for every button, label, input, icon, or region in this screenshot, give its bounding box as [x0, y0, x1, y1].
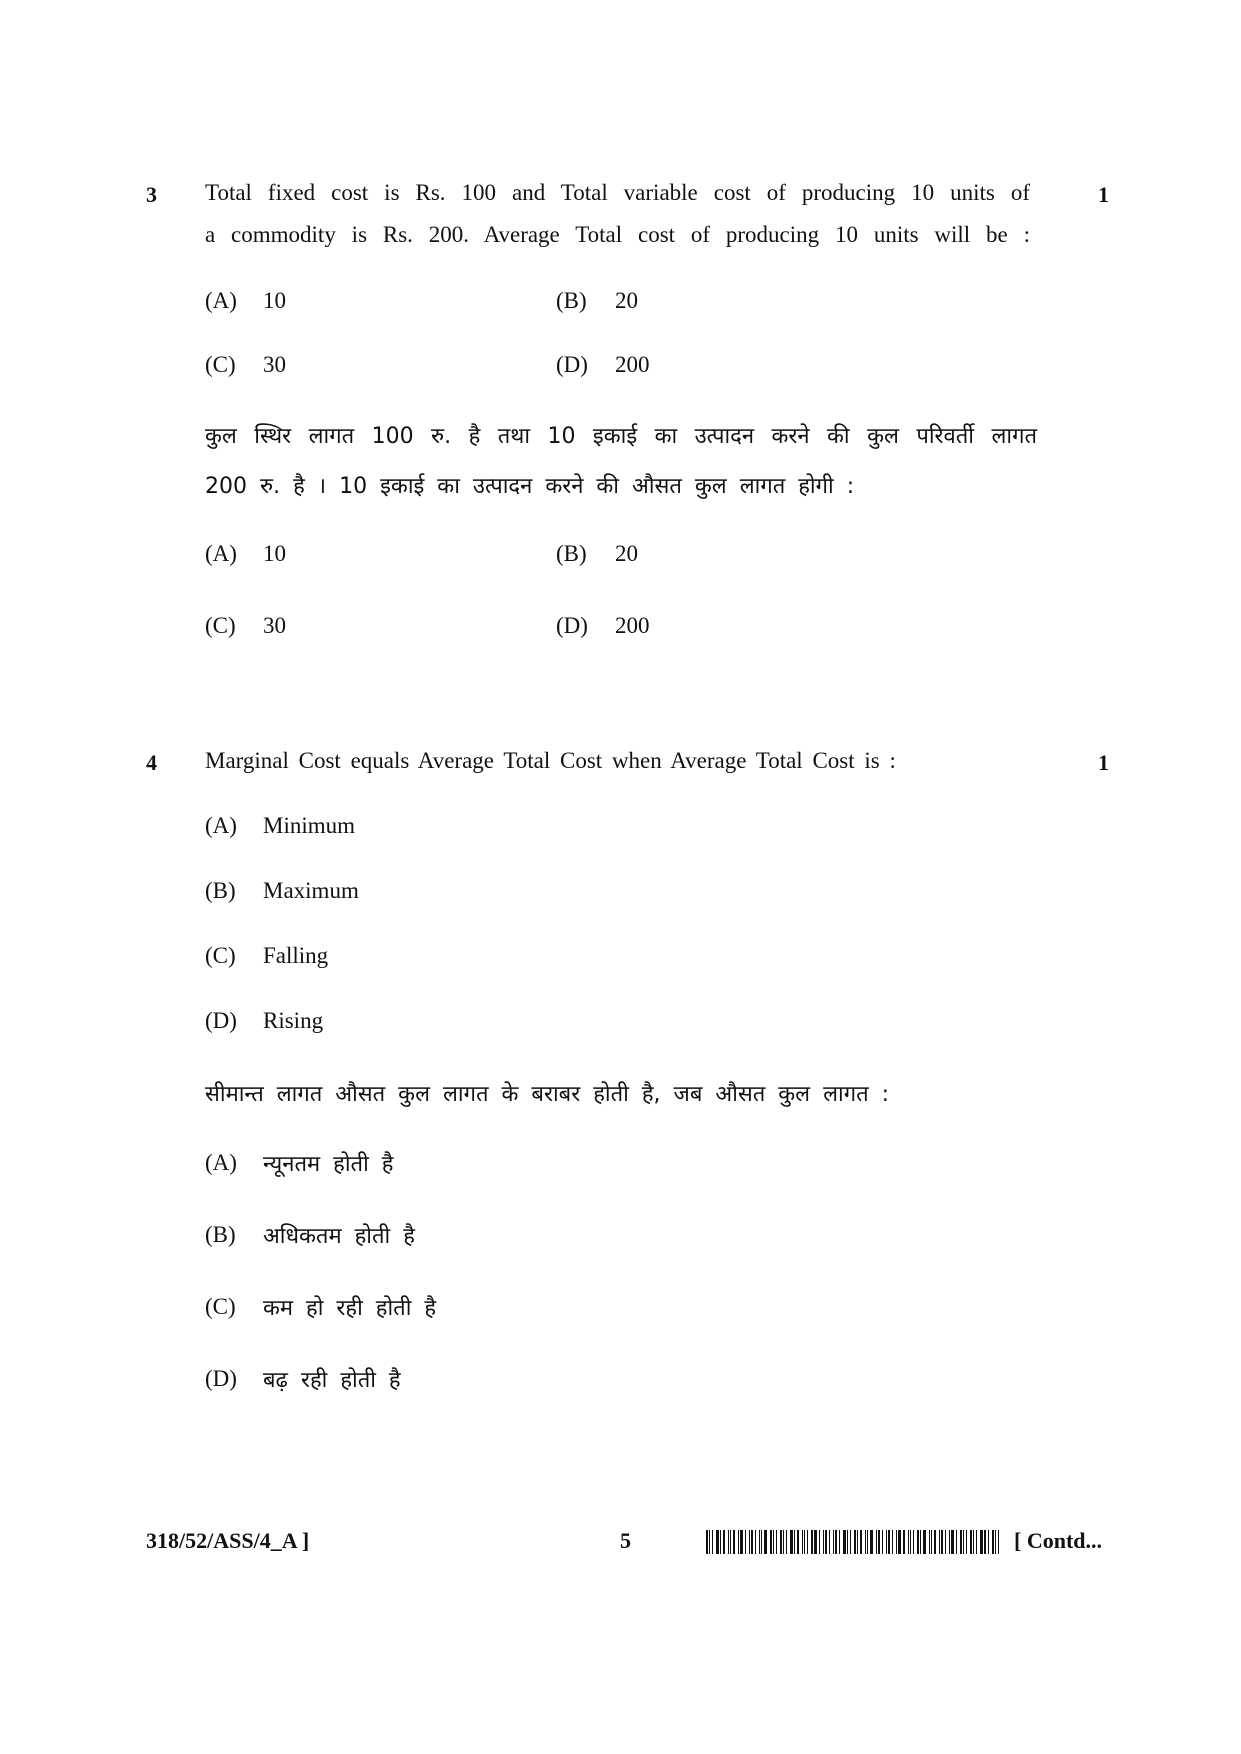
barcode-bar: [913, 1530, 914, 1554]
barcode-bar: [716, 1530, 719, 1554]
barcode-bar: [712, 1530, 713, 1554]
barcode-bar: [910, 1530, 911, 1554]
barcode-bar: [963, 1530, 964, 1554]
barcode-bar: [740, 1530, 743, 1554]
q4-en-option-c-value: Falling: [263, 943, 329, 968]
barcode-bar: [850, 1530, 851, 1554]
barcode-bar: [829, 1530, 830, 1554]
q4-hi-option-c-label: (C): [205, 1294, 236, 1319]
barcode-bar: [867, 1530, 868, 1554]
barcode-bar: [941, 1530, 943, 1554]
barcode-bar: [755, 1530, 756, 1554]
barcode-bar: [843, 1530, 846, 1554]
q3-hi-option-c-value: 30: [263, 613, 286, 638]
question-3-marks: 1: [1098, 182, 1109, 207]
barcode-bar: [960, 1530, 962, 1554]
barcode-bar: [988, 1530, 989, 1554]
barcode-bar: [973, 1530, 974, 1554]
question-4-text-en: Marginal Cost equals Average Total Cost when Average Total Cost is :: [205, 748, 896, 773]
q3-hi-option-d-value: 200: [615, 613, 650, 638]
q3-en-option-c-value: 30: [263, 352, 286, 377]
footer-continued: [ Contd...: [1014, 1528, 1103, 1553]
q4-en-option-b-value: Maximum: [263, 878, 359, 903]
barcode-bar: [802, 1530, 803, 1554]
question-3-text-en-line1: Total fixed cost is Rs. 100 and Total variable cost of producing 10 units of: [205, 180, 1030, 205]
question-3-text-hi-line1: कुल स्थिर लागत 100 रु. है तथा 10 इकाई का उत्पादन करने की कुल परिवर्ती लागत: [205, 424, 1037, 449]
q3-hi-option-a-value: 10: [263, 541, 286, 566]
barcode-bar: [825, 1530, 827, 1554]
question-3-text-hi-line2: 200 रु. है । 10 इकाई का उत्पादन करने की औसत कुल लागत होगी :: [205, 474, 855, 499]
q3-en-option-d-value: 200: [615, 352, 650, 377]
q3-en-option-a-value: 10: [263, 288, 286, 313]
q3-en-option-b-value: 20: [615, 288, 638, 313]
barcode-bar: [706, 1530, 708, 1554]
barcode-bar: [723, 1530, 725, 1554]
barcode-bar: [786, 1530, 787, 1554]
barcode-bar: [761, 1530, 762, 1554]
barcode-bar: [931, 1530, 932, 1554]
q4-en-option-a-value: Minimum: [263, 813, 356, 838]
barcode-bar: [920, 1530, 921, 1554]
q3-en-option-c-label: (C): [205, 352, 236, 377]
barcode-image: [706, 1528, 1009, 1554]
barcode-bar: [896, 1530, 897, 1554]
barcode-bar: [860, 1530, 862, 1554]
barcode-bar: [823, 1530, 824, 1554]
barcode-bar: [939, 1530, 940, 1554]
barcode-bar: [892, 1530, 893, 1554]
barcode-bar: [814, 1530, 817, 1554]
barcode-bar: [819, 1530, 820, 1554]
q3-hi-option-b-value: 20: [615, 541, 638, 566]
barcode-bar: [951, 1530, 954, 1554]
barcode-bar: [934, 1530, 936, 1554]
barcode-bar: [857, 1530, 858, 1554]
barcode-bar: [847, 1530, 848, 1554]
question-3-text-en-line2: a commodity is Rs. 200. Average Total cost of producing 10 units will be :: [205, 222, 1030, 247]
q4-hi-option-a-value: न्यूनतम होती है: [263, 1152, 394, 1177]
barcode-bar: [949, 1530, 950, 1554]
question-4-text-hi: सीमान्त लागत औसत कुल लागत के बराबर होती है, जब औसत कुल लागत :: [205, 1082, 890, 1107]
barcode-bar: [776, 1530, 777, 1554]
q3-hi-option-d-label: (D): [556, 613, 588, 638]
barcode-bar: [751, 1530, 753, 1554]
barcode-bar: [876, 1530, 877, 1554]
barcode-bar: [992, 1530, 994, 1554]
q3-en-option-d-label: (D): [556, 352, 588, 377]
barcode-bar: [980, 1530, 983, 1554]
barcode-bar: [956, 1530, 957, 1554]
q4-hi-option-d-label: (D): [205, 1366, 237, 1391]
question-3-number: 3: [146, 182, 157, 207]
q4-hi-option-a-label: (A): [205, 1150, 237, 1175]
barcode-bar: [807, 1530, 808, 1554]
q3-hi-option-a-label: (A): [205, 541, 237, 566]
barcode-bar: [970, 1530, 972, 1554]
barcode-bar: [780, 1530, 782, 1554]
q4-en-option-d-label: (D): [205, 1008, 237, 1033]
barcode-bar: [908, 1530, 909, 1554]
barcode-bar: [888, 1530, 890, 1554]
barcode-bar: [966, 1530, 967, 1554]
q4-hi-option-b-value: अधिकतम होती है: [263, 1224, 415, 1249]
barcode-bar: [835, 1530, 837, 1554]
barcode-bar: [759, 1530, 760, 1554]
q3-en-option-b-label: (B): [556, 288, 587, 313]
q3-en-option-a-label: (A): [205, 288, 237, 313]
footer-paper-code: 318/52/ASS/4_A ]: [146, 1528, 310, 1553]
barcode-bar: [984, 1530, 986, 1554]
barcode-bar: [945, 1530, 946, 1554]
barcode-bar: [794, 1530, 795, 1554]
barcode-bar: [870, 1530, 873, 1554]
barcode-bar: [923, 1530, 926, 1554]
barcode-bar: [797, 1530, 799, 1554]
barcode-bar: [733, 1530, 735, 1554]
barcode-bar: [903, 1530, 905, 1554]
q4-hi-option-b-label: (B): [205, 1222, 236, 1247]
barcode-bar: [709, 1530, 710, 1554]
barcode-bar: [764, 1530, 767, 1554]
barcode-bar: [738, 1530, 739, 1554]
barcode-bar: [865, 1530, 866, 1554]
barcode-bar: [917, 1530, 919, 1554]
q4-en-option-c-label: (C): [205, 943, 236, 968]
barcode-bar: [882, 1530, 883, 1554]
barcode-bar: [854, 1530, 856, 1554]
barcode-bar: [770, 1530, 772, 1554]
barcode-bar: [804, 1530, 805, 1554]
barcode-bar: [749, 1530, 750, 1554]
barcode-bar: [811, 1530, 813, 1554]
question-4-number: 4: [146, 750, 157, 775]
barcode-bar: [878, 1530, 880, 1554]
barcode-bar: [730, 1530, 731, 1554]
barcode-bar: [898, 1530, 901, 1554]
barcode-bar: [720, 1530, 721, 1554]
q4-en-option-a-label: (A): [205, 813, 237, 838]
barcode-bar: [790, 1530, 793, 1554]
q4-en-option-b-label: (B): [205, 878, 236, 903]
q3-hi-option-b-label: (B): [556, 541, 587, 566]
question-4-marks: 1: [1098, 750, 1109, 775]
barcode-bar: [976, 1530, 977, 1554]
barcode-bar: [783, 1530, 784, 1554]
barcode-bar: [839, 1530, 840, 1554]
barcode-bar: [998, 1530, 999, 1554]
q4-hi-option-c-value: कम हो रही होती है: [263, 1296, 437, 1321]
barcode-bar: [886, 1530, 887, 1554]
barcode-bar: [929, 1530, 930, 1554]
footer-page-number: 5: [620, 1528, 631, 1553]
barcode-bar: [833, 1530, 834, 1554]
q4-hi-option-d-value: बढ़ रही होती है: [263, 1368, 401, 1393]
barcode-bar: [728, 1530, 729, 1554]
q3-hi-option-c-label: (C): [205, 613, 236, 638]
barcode-bar: [745, 1530, 746, 1554]
barcode-bar: [995, 1530, 996, 1554]
q4-en-option-d-value: Rising: [263, 1008, 324, 1033]
barcode-bar: [773, 1530, 774, 1554]
